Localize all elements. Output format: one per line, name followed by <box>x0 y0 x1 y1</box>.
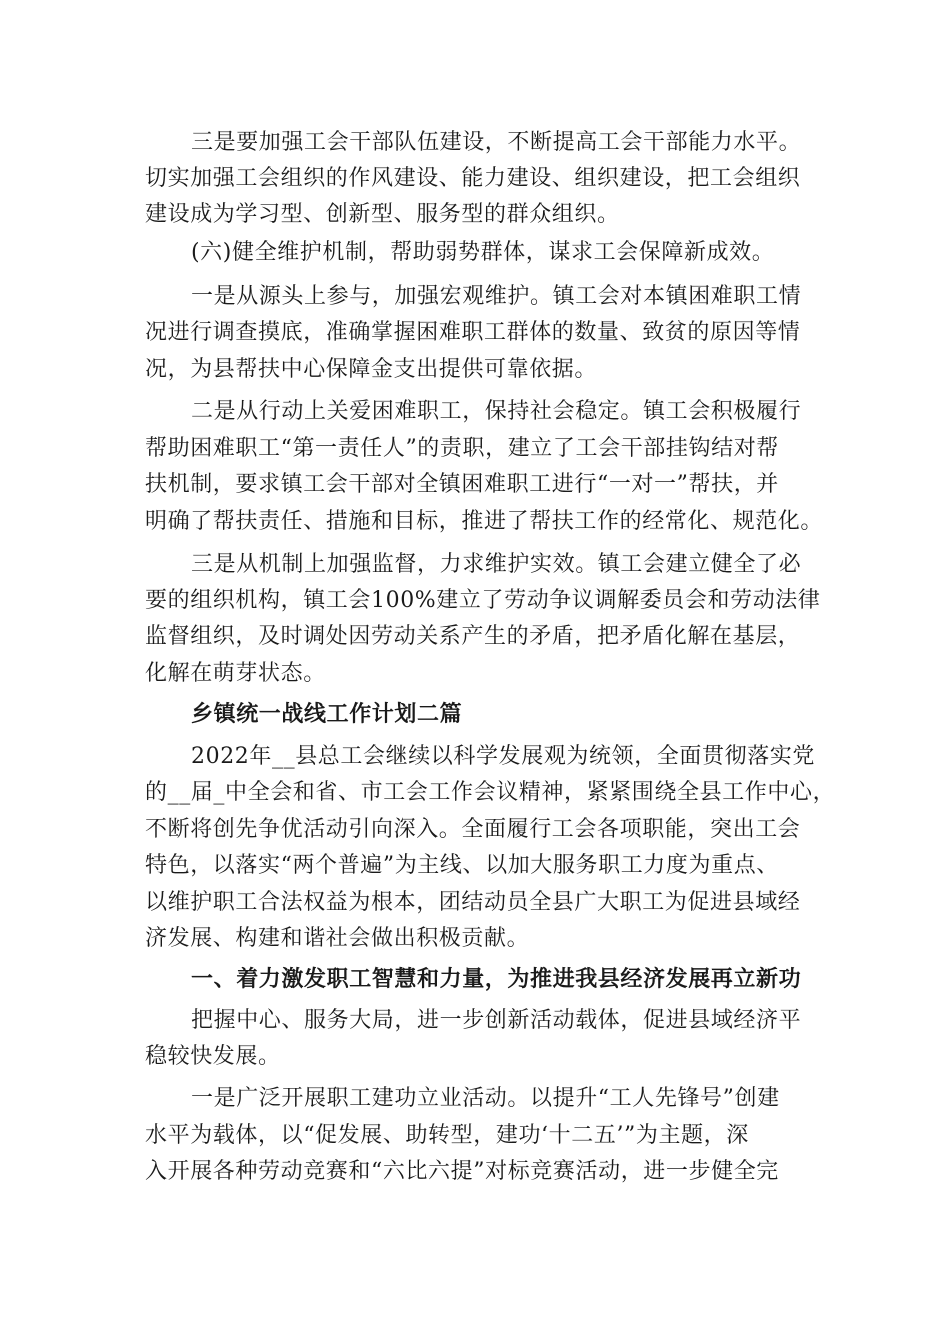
text-line: 帮助困难职工“第一责任人”的责职，建立了工会干部挂钩结对帮 <box>145 436 779 461</box>
text-line: 不断将创先争优活动引向深入。全面履行工会各项职能，突出工会 <box>145 817 801 842</box>
text-line: 况，为县帮扶中心保障金支出提供可靠依据。 <box>145 357 598 382</box>
text-line: 三是要加强工会干部队伍建设，不断提高工会干部能力水平。 <box>191 130 802 155</box>
section-heading: 一、着力激发职工智慧和力量，为推进我县经济发展再立新功 <box>191 967 802 992</box>
text-line: 建设成为学习型、创新型、服务型的群众组织。 <box>145 202 620 227</box>
text-line: 明确了帮扶责任、措施和目标，推进了帮扶工作的经常化、规范化。 <box>145 509 824 534</box>
text-line: 水平为载体，以“促发展、助转型，建功‘十二五’”为主题，深 <box>145 1123 749 1148</box>
text-line: 切实加强工会组织的作风建设、能力建设、组织建设，把工会组织 <box>145 166 801 191</box>
text-line: 化解在萌芽状态。 <box>145 661 326 686</box>
text-line: 二是从行动上关爱困难职工，保持社会稳定。镇工会积极履行 <box>191 399 802 424</box>
text-line: 监督组织，及时调处因劳动关系产生的矛盾，把矛盾化解在基层， <box>145 624 801 649</box>
text-line: 入开展各种劳动竞赛和“六比六提”对标竞赛活动，进一步健全完 <box>145 1159 779 1184</box>
text-line: 一是从源头上参与，加强宏观维护。镇工会对本镇困难职工情 <box>191 284 802 309</box>
text-line: 稳较快发展。 <box>145 1044 281 1069</box>
text-line: 况进行调查摸底，准确掌握困难职工群体的数量、致贫的原因等情 <box>145 320 801 345</box>
text-line: 的__届_中全会和省、市工会工作会议精神，紧紧围绕全县工作中心， <box>145 780 836 805</box>
text-line: 济发展、构建和谐社会做出积极贡献。 <box>145 926 530 951</box>
text-line: 三是从机制上加强监督，力求维护实效。镇工会建立健全了必 <box>191 552 802 577</box>
section-subheading: (六)健全维护机制，帮助弱势群体，谋求工会保障新成效。 <box>191 240 775 265</box>
text-line: 要的组织机构，镇工会100%建立了劳动争议调解委员会和劳动法律 <box>145 588 821 613</box>
text-line: 把握中心、服务大局，进一步创新活动载体，促进县域经济平 <box>191 1008 802 1033</box>
text-line: 特色，以落实“两个普遍”为主线、以加大服务职工力度为重点、 <box>145 853 779 878</box>
text-line: 以维护职工合法权益为根本，团结动员全县广大职工为促进县域经 <box>145 890 801 915</box>
text-line: 扶机制，要求镇工会干部对全镇困难职工进行“一对一”帮扶，并 <box>145 472 779 497</box>
text-line: 2022年__县总工会继续以科学发展观为统领，全面贯彻落实党 <box>191 744 815 769</box>
text-line: 一是广泛开展职工建功立业活动。以提升“工人先锋号”创建 <box>191 1086 780 1111</box>
document-title: 乡镇统一战线工作计划二篇 <box>191 702 463 727</box>
